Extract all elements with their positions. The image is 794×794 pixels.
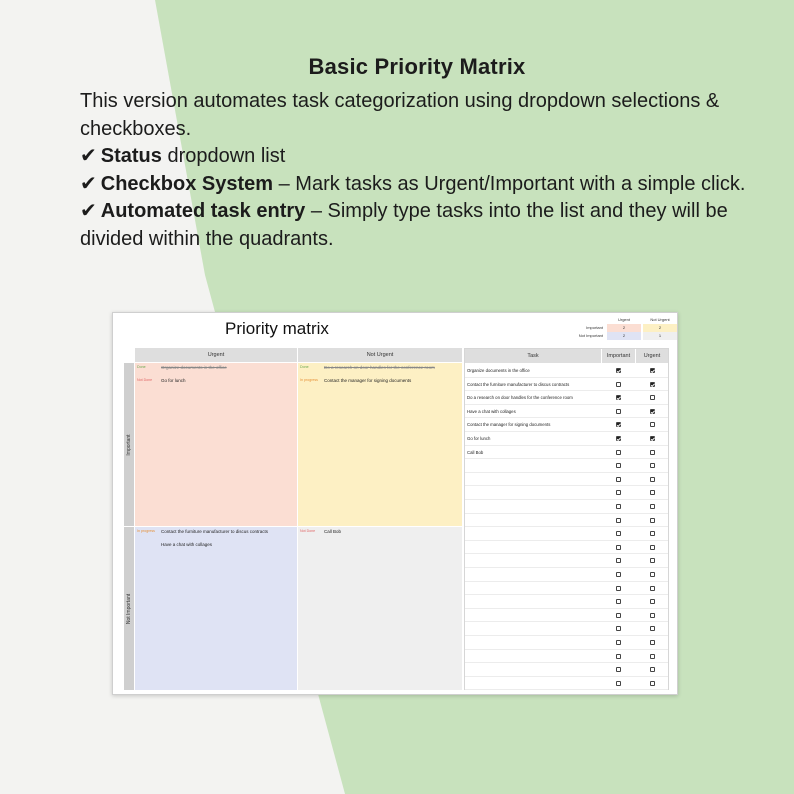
important-checkbox[interactable] xyxy=(616,450,621,455)
summary-row-not-important: Not Important xyxy=(578,333,603,338)
task-row xyxy=(465,500,668,514)
checkmark-icon: ✔ xyxy=(80,145,97,167)
task-cell[interactable]: Have a chat with collages xyxy=(467,408,516,414)
task-text: Call Bob xyxy=(324,529,342,534)
bullet-status xyxy=(80,143,760,171)
important-checkbox[interactable] xyxy=(616,409,621,414)
quadrant-important-urgent xyxy=(135,363,297,526)
task-row xyxy=(465,432,668,446)
task-list-table xyxy=(464,348,669,690)
priority-matrix xyxy=(124,348,462,690)
task-text: Contact the furniture manufacturer to discus contracts xyxy=(161,529,269,534)
summary-row-important: Important xyxy=(586,325,603,330)
task-row xyxy=(465,663,668,677)
important-checkbox[interactable] xyxy=(616,599,621,604)
task-row xyxy=(465,554,668,568)
bullet-automated xyxy=(80,198,760,253)
bullet-bold: Automated task entry xyxy=(100,200,306,222)
matrix-row-important-label: Important xyxy=(126,433,132,456)
urgent-checkbox[interactable] xyxy=(650,490,655,495)
task-cell[interactable]: Do a research on door handles for the conference room xyxy=(467,395,573,401)
important-checkbox[interactable] xyxy=(616,477,621,482)
urgent-checkbox[interactable] xyxy=(650,531,655,536)
matrix-col-not-urgent: Not Urgent xyxy=(298,348,462,362)
important-checkbox[interactable] xyxy=(616,518,621,523)
task-row xyxy=(465,527,668,541)
urgent-checkbox[interactable] xyxy=(650,436,655,441)
task-cell[interactable]: Organize documents in the office xyxy=(467,368,530,373)
task-row xyxy=(465,446,668,460)
summary-col-not-urgent: Not Urgent xyxy=(650,317,670,322)
important-checkbox[interactable] xyxy=(616,436,621,441)
quadrant-item xyxy=(298,377,462,384)
status-badge[interactable]: Done xyxy=(137,365,146,369)
urgent-checkbox[interactable] xyxy=(650,681,655,686)
task-row xyxy=(465,418,668,432)
important-checkbox[interactable] xyxy=(616,545,621,550)
important-checkbox[interactable] xyxy=(616,586,621,591)
task-list-col-important: Important xyxy=(602,349,635,363)
status-badge[interactable]: In progress xyxy=(300,378,318,382)
task-row xyxy=(465,582,668,596)
intro-text xyxy=(80,54,760,253)
status-badge[interactable]: Not Done xyxy=(300,529,316,533)
task-row xyxy=(465,364,668,378)
urgent-checkbox[interactable] xyxy=(650,572,655,577)
important-checkbox[interactable] xyxy=(616,490,621,495)
task-row xyxy=(465,650,668,664)
summary-cell: 2 xyxy=(607,332,641,340)
important-checkbox[interactable] xyxy=(616,531,621,536)
matrix-row-not-important-label: Not Important xyxy=(126,593,132,624)
urgent-checkbox[interactable] xyxy=(650,545,655,550)
matrix-col-urgent: Urgent xyxy=(135,348,297,362)
important-checkbox[interactable] xyxy=(616,626,621,631)
quadrant-important-not-urgent xyxy=(298,363,462,526)
task-row xyxy=(465,473,668,487)
urgent-checkbox[interactable] xyxy=(650,613,655,618)
important-checkbox[interactable] xyxy=(616,572,621,577)
quadrant-not-important-not-urgent xyxy=(298,527,462,690)
intro-description: This version automates task categorization using dropdown selections & checkboxes. xyxy=(80,90,720,140)
task-list-col-urgent: Urgent xyxy=(636,349,668,363)
matrix-row-not-important xyxy=(124,527,134,690)
task-row xyxy=(465,391,668,405)
urgent-checkbox[interactable] xyxy=(650,422,655,427)
task-cell[interactable]: Contact the furniture manufacturer to discus contracts xyxy=(467,381,570,387)
task-row xyxy=(465,514,668,528)
important-checkbox[interactable] xyxy=(616,504,621,509)
important-checkbox[interactable] xyxy=(616,395,621,400)
important-checkbox[interactable] xyxy=(616,640,621,645)
bullet-checkbox xyxy=(80,171,760,199)
urgent-checkbox[interactable] xyxy=(650,667,655,672)
checkmark-icon: ✔ xyxy=(80,200,97,222)
urgent-checkbox[interactable] xyxy=(650,654,655,659)
task-row xyxy=(465,378,668,392)
task-cell[interactable]: Go for lunch xyxy=(467,436,491,441)
urgent-checkbox[interactable] xyxy=(650,382,655,387)
task-row xyxy=(465,486,668,500)
summary-cell: 2 xyxy=(643,324,677,332)
important-checkbox[interactable] xyxy=(616,667,621,672)
task-text: Have a chat with collages xyxy=(161,542,213,547)
summary-cell: 2 xyxy=(607,324,641,332)
important-checkbox[interactable] xyxy=(616,422,621,427)
task-row xyxy=(465,609,668,623)
task-cell[interactable]: Contact the manager for signing documents xyxy=(467,422,551,428)
important-checkbox[interactable] xyxy=(616,382,621,387)
important-checkbox[interactable] xyxy=(616,463,621,468)
urgent-checkbox[interactable] xyxy=(650,463,655,468)
urgent-checkbox[interactable] xyxy=(650,409,655,414)
task-text: Contact the manager for signing documents xyxy=(324,378,412,383)
task-row xyxy=(465,568,668,582)
task-row xyxy=(465,595,668,609)
quadrant-item xyxy=(135,541,297,548)
status-badge[interactable]: Not Done xyxy=(137,378,153,382)
urgent-checkbox[interactable] xyxy=(650,640,655,645)
summary-cell: 1 xyxy=(643,332,677,340)
task-text: Organize documents in the office xyxy=(161,365,227,370)
task-row xyxy=(465,405,668,419)
important-checkbox[interactable] xyxy=(616,681,621,686)
task-text: Do a research on door handles for the conference room xyxy=(324,365,435,370)
quadrant-item xyxy=(298,528,462,535)
important-checkbox[interactable] xyxy=(616,558,621,563)
checkmark-icon: ✔ xyxy=(80,172,97,195)
spreadsheet-preview xyxy=(112,312,678,695)
quadrant-item xyxy=(135,528,297,535)
urgent-checkbox[interactable] xyxy=(650,518,655,523)
urgent-checkbox[interactable] xyxy=(650,586,655,591)
urgent-checkbox[interactable] xyxy=(650,626,655,631)
task-row xyxy=(465,677,668,691)
bullet-bold: Checkbox System xyxy=(100,172,274,195)
urgent-checkbox[interactable] xyxy=(650,368,655,373)
bullet-text: – Mark tasks as Urgent/Important with a simple click. xyxy=(273,172,746,195)
urgent-checkbox[interactable] xyxy=(650,450,655,455)
important-checkbox[interactable] xyxy=(616,613,621,618)
quadrant-item xyxy=(135,364,297,371)
important-checkbox[interactable] xyxy=(616,368,621,373)
status-badge[interactable]: Done xyxy=(300,365,309,369)
urgent-checkbox[interactable] xyxy=(650,477,655,482)
task-cell[interactable]: Call Bob xyxy=(467,449,484,455)
quadrant-not-important-urgent xyxy=(135,527,297,690)
urgent-checkbox[interactable] xyxy=(650,558,655,563)
bullet-text: – Simply type tasks into the list and they will be divided within the quadrants. xyxy=(80,200,728,250)
urgent-checkbox[interactable] xyxy=(650,395,655,400)
important-checkbox[interactable] xyxy=(616,654,621,659)
status-badge[interactable]: In progress xyxy=(137,529,155,533)
bullet-text: dropdown list xyxy=(161,145,286,167)
urgent-checkbox[interactable] xyxy=(650,504,655,509)
task-row xyxy=(465,636,668,650)
task-row xyxy=(465,459,668,473)
summary-col-urgent: Urgent xyxy=(617,317,630,322)
task-row xyxy=(465,622,668,636)
task-row xyxy=(465,541,668,555)
sheet-title: Priority matrix xyxy=(225,319,329,338)
quadrant-item xyxy=(135,377,297,384)
task-text: Go for lunch xyxy=(161,378,186,383)
task-list-col-task: Task xyxy=(465,349,601,363)
matrix-row-important xyxy=(124,363,134,526)
quadrant-item xyxy=(298,364,462,371)
intro-title: Basic Priority Matrix xyxy=(308,54,526,79)
urgent-checkbox[interactable] xyxy=(650,599,655,604)
bullet-bold: Status xyxy=(100,145,162,167)
